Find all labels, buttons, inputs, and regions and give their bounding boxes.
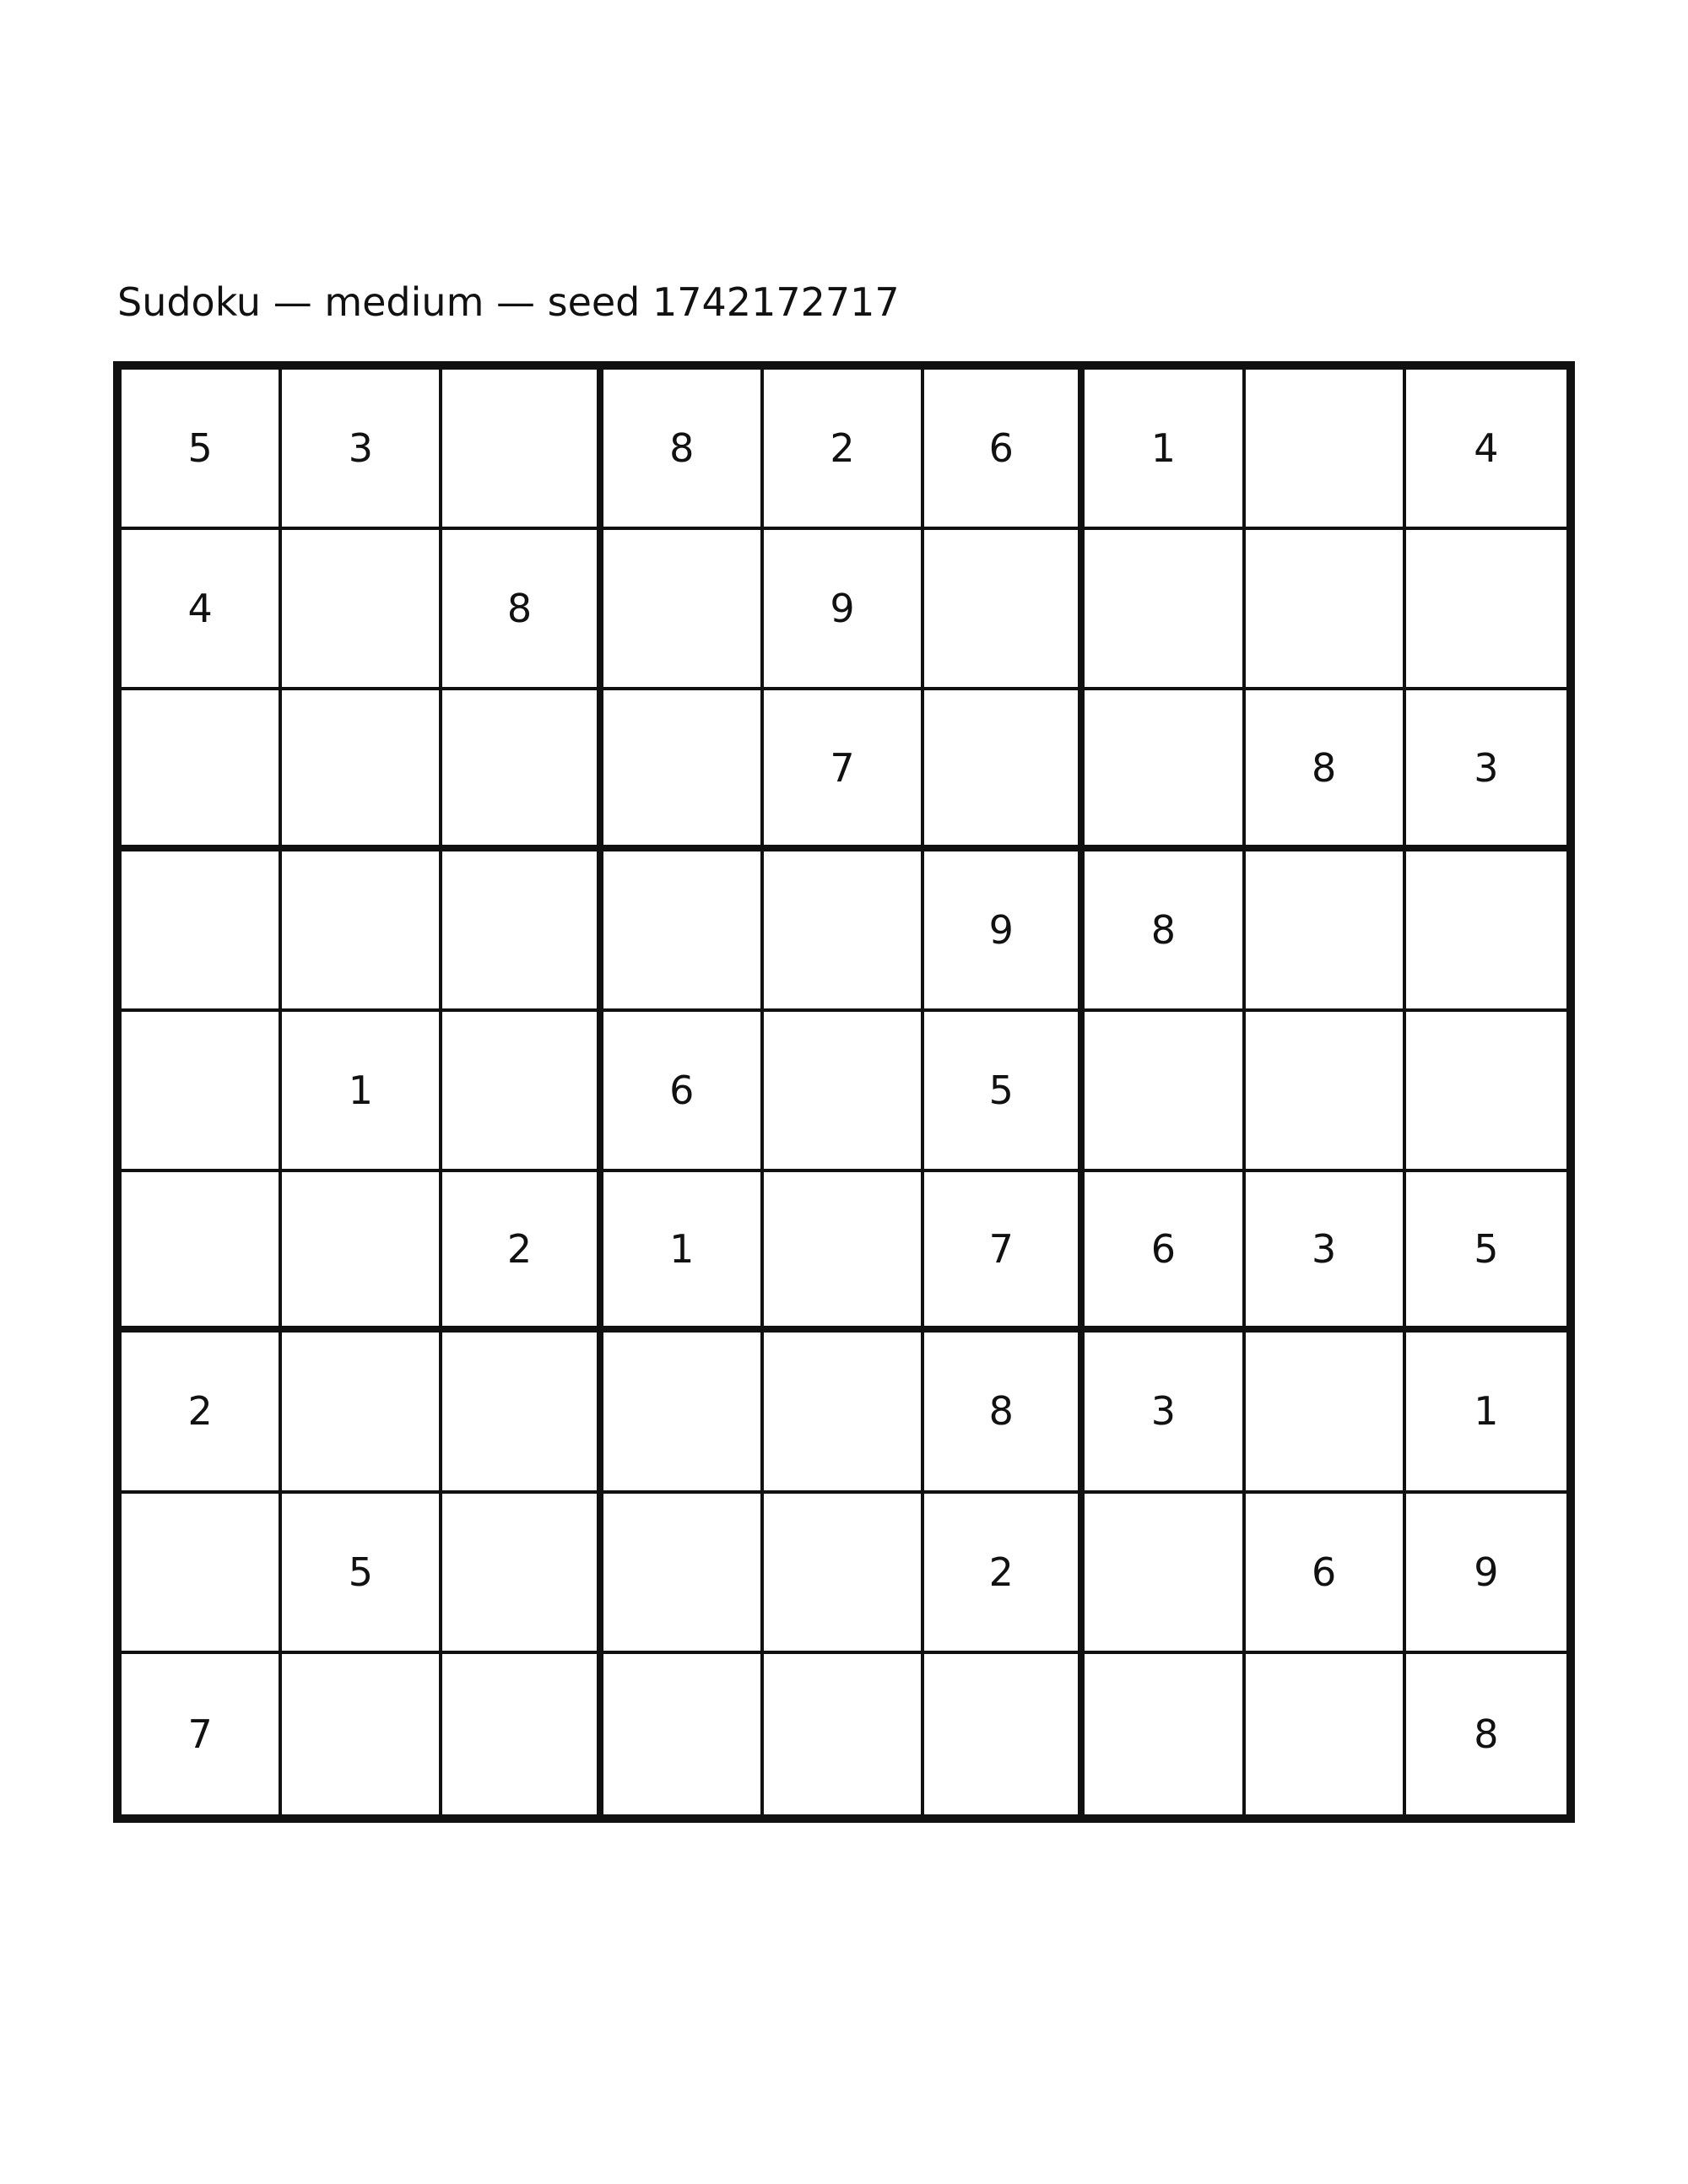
sudoku-cell-r3-c2[interactable] <box>282 690 442 851</box>
sudoku-cell-r1-c3[interactable] <box>442 370 603 530</box>
sudoku-grid <box>122 370 1566 1814</box>
sudoku-cell-r1-c8[interactable] <box>1246 370 1406 530</box>
sudoku-cell-r7-c3[interactable] <box>442 1333 603 1493</box>
sudoku-cell-r7-c5[interactable] <box>764 1333 924 1493</box>
sudoku-cell-r4-c4[interactable] <box>603 851 764 1012</box>
sudoku-cell-r3-c5[interactable]: 7 <box>764 690 924 851</box>
sudoku-cell-r2-c8[interactable] <box>1246 530 1406 690</box>
sudoku-cell-r1-c4[interactable]: 8 <box>603 370 764 530</box>
sudoku-cell-r7-c9[interactable]: 1 <box>1406 1333 1566 1493</box>
sudoku-cell-r6-c8[interactable]: 3 <box>1246 1172 1406 1333</box>
sudoku-cell-r9-c8[interactable] <box>1246 1654 1406 1814</box>
sudoku-cell-r7-c7[interactable]: 3 <box>1085 1333 1245 1493</box>
sudoku-cell-r6-c9[interactable]: 5 <box>1406 1172 1566 1333</box>
sudoku-cell-r5-c9[interactable] <box>1406 1012 1566 1172</box>
sudoku-cell-r4-c3[interactable] <box>442 851 603 1012</box>
sudoku-cell-r3-c6[interactable] <box>924 690 1085 851</box>
sudoku-cell-r2-c4[interactable] <box>603 530 764 690</box>
sudoku-cell-r8-c5[interactable] <box>764 1494 924 1654</box>
sudoku-cell-r4-c7[interactable]: 8 <box>1085 851 1245 1012</box>
sudoku-cell-r2-c5[interactable]: 9 <box>764 530 924 690</box>
sudoku-cell-r1-c6[interactable]: 6 <box>924 370 1085 530</box>
sudoku-cell-r5-c5[interactable] <box>764 1012 924 1172</box>
sudoku-cell-r3-c9[interactable]: 3 <box>1406 690 1566 851</box>
sudoku-cell-r7-c4[interactable] <box>603 1333 764 1493</box>
sudoku-cell-r9-c1[interactable]: 7 <box>122 1654 282 1814</box>
sudoku-cell-r3-c3[interactable] <box>442 690 603 851</box>
sudoku-cell-r8-c8[interactable]: 6 <box>1246 1494 1406 1654</box>
sudoku-cell-r8-c7[interactable] <box>1085 1494 1245 1654</box>
sudoku-cell-r2-c1[interactable]: 4 <box>122 530 282 690</box>
sudoku-cell-r2-c2[interactable] <box>282 530 442 690</box>
sudoku-cell-r1-c9[interactable]: 4 <box>1406 370 1566 530</box>
sudoku-cell-r3-c7[interactable] <box>1085 690 1245 851</box>
sudoku-cell-r9-c6[interactable] <box>924 1654 1085 1814</box>
sudoku-cell-r6-c6[interactable]: 7 <box>924 1172 1085 1333</box>
sudoku-cell-r4-c6[interactable]: 9 <box>924 851 1085 1012</box>
sudoku-cell-r8-c1[interactable] <box>122 1494 282 1654</box>
sudoku-cell-r9-c5[interactable] <box>764 1654 924 1814</box>
sudoku-cell-r9-c3[interactable] <box>442 1654 603 1814</box>
sudoku-cell-r9-c4[interactable] <box>603 1654 764 1814</box>
sudoku-cell-r1-c5[interactable]: 2 <box>764 370 924 530</box>
sudoku-cell-r5-c1[interactable] <box>122 1012 282 1172</box>
sudoku-cell-r4-c5[interactable] <box>764 851 924 1012</box>
sudoku-cell-r3-c8[interactable]: 8 <box>1246 690 1406 851</box>
sudoku-cell-r9-c7[interactable] <box>1085 1654 1245 1814</box>
sudoku-cell-r5-c8[interactable] <box>1246 1012 1406 1172</box>
sudoku-cell-r5-c3[interactable] <box>442 1012 603 1172</box>
sudoku-cell-r5-c7[interactable] <box>1085 1012 1245 1172</box>
sudoku-cell-r2-c7[interactable] <box>1085 530 1245 690</box>
sudoku-cell-r8-c3[interactable] <box>442 1494 603 1654</box>
sudoku-cell-r4-c8[interactable] <box>1246 851 1406 1012</box>
sudoku-cell-r1-c7[interactable]: 1 <box>1085 370 1245 530</box>
sudoku-cell-r8-c9[interactable]: 9 <box>1406 1494 1566 1654</box>
sudoku-cell-r6-c1[interactable] <box>122 1172 282 1333</box>
sudoku-cell-r8-c6[interactable]: 2 <box>924 1494 1085 1654</box>
sudoku-cell-r2-c3[interactable]: 8 <box>442 530 603 690</box>
sudoku-cell-r4-c9[interactable] <box>1406 851 1566 1012</box>
sudoku-cell-r7-c6[interactable]: 8 <box>924 1333 1085 1493</box>
sudoku-cell-r8-c2[interactable]: 5 <box>282 1494 442 1654</box>
sudoku-cell-r4-c2[interactable] <box>282 851 442 1012</box>
sudoku-cell-r5-c2[interactable]: 1 <box>282 1012 442 1172</box>
sudoku-cell-r7-c8[interactable] <box>1246 1333 1406 1493</box>
sudoku-cell-r4-c1[interactable] <box>122 851 282 1012</box>
sudoku-board <box>113 361 1575 1823</box>
puzzle-title: Sudoku — medium — seed 1742172717 <box>117 279 900 325</box>
sudoku-cell-r6-c3[interactable]: 2 <box>442 1172 603 1333</box>
sudoku-cell-r5-c6[interactable]: 5 <box>924 1012 1085 1172</box>
sudoku-cell-r2-c9[interactable] <box>1406 530 1566 690</box>
sudoku-cell-r1-c1[interactable]: 5 <box>122 370 282 530</box>
sudoku-cell-r9-c9[interactable]: 8 <box>1474 1711 1499 1757</box>
sudoku-cell-r1-c2[interactable]: 3 <box>282 370 442 530</box>
sudoku-cell-r7-c2[interactable] <box>282 1333 442 1493</box>
sudoku-cell-r7-c1[interactable]: 2 <box>122 1333 282 1493</box>
sudoku-cell-r6-c4[interactable]: 1 <box>603 1172 764 1333</box>
sudoku-cell-r3-c1[interactable] <box>122 690 282 851</box>
sudoku-cell-r9-c2[interactable] <box>282 1654 442 1814</box>
sudoku-cell-r6-c7[interactable]: 6 <box>1085 1172 1245 1333</box>
sudoku-cell-r2-c6[interactable] <box>924 530 1085 690</box>
sudoku-cell-r5-c4[interactable]: 6 <box>603 1012 764 1172</box>
sudoku-cell-r6-c2[interactable] <box>282 1172 442 1333</box>
sudoku-cell-r8-c4[interactable] <box>603 1494 764 1654</box>
sudoku-cell-r3-c4[interactable] <box>603 690 764 851</box>
sudoku-cell-r6-c5[interactable] <box>764 1172 924 1333</box>
